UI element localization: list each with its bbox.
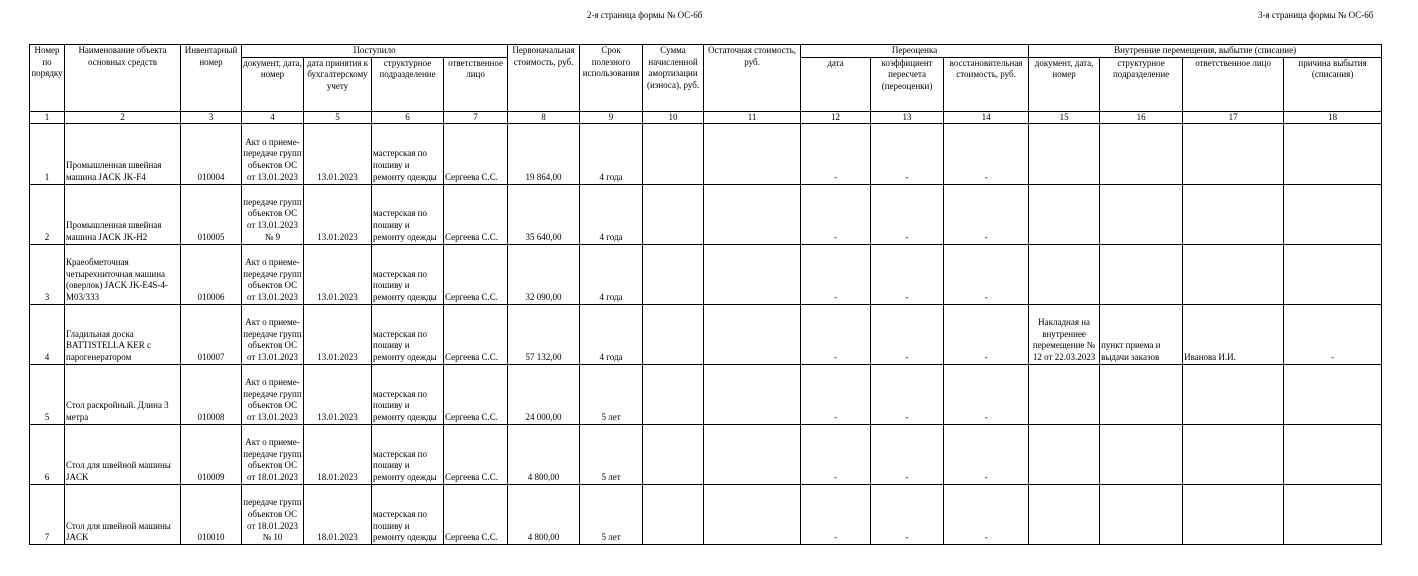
cell-rdate: - [801,424,871,484]
cell-rdate: - [801,244,871,304]
cell-amort [643,364,704,424]
cell-n: 6 [30,424,65,484]
column-number: 18 [1284,111,1382,124]
cell-inv: 010008 [181,364,242,424]
column-number: 13 [871,111,944,124]
cell-name: Стол для швейной машины JACK [65,484,181,544]
cell-inv: 010005 [181,184,242,244]
cell-inv: 010009 [181,424,242,484]
cell-rdate: - [801,364,871,424]
cell-n: 4 [30,304,65,364]
table-row [30,184,1382,244]
cell-cost: 32 090,00 [508,244,580,304]
cell-person: Сергеева С.С. [444,364,508,424]
cell-ireason [1284,124,1382,184]
cell-idept [1100,124,1183,184]
cell-acc-date: 18.01.2023 [304,484,372,544]
cell-ireason [1284,484,1382,544]
cell-cost: 24 000,00 [508,364,580,424]
page-2-heading: 2-я страница формы № ОС-6б [587,10,703,20]
header-doc: документ, дата, номер [242,57,304,111]
header-dept: структурное подразделение [372,57,444,111]
cell-idoc [1029,184,1100,244]
cell-rcost: - [944,244,1029,304]
cell-ireason [1284,424,1382,484]
cell-n: 3 [30,244,65,304]
column-number: 9 [580,111,643,124]
cell-term: 4 года [580,304,643,364]
cell-inv: 010004 [181,124,242,184]
cell-term: 4 года [580,184,643,244]
cell-cost: 19 864,00 [508,124,580,184]
column-number: 1 [30,111,65,124]
header-resid: Остаточная стоимость, руб. [704,45,801,112]
cell-amort [643,484,704,544]
column-number: 10 [643,111,704,124]
cell-person: Сергеева С.С. [444,124,508,184]
cell-amort [643,424,704,484]
header-internal: Внутренние перемещения, выбытие (списание) [1029,45,1382,58]
cell-dept: мастерская по пошиву и ремонту одежды [372,124,444,184]
header-int-dept: структурное подразделение [1100,57,1183,111]
cell-idoc [1029,424,1100,484]
cell-dept: мастерская по пошиву и ремонту одежды [372,304,444,364]
table-row [30,424,1382,484]
header-inv: Инвентарный номер [181,45,242,112]
cell-dept: мастерская по пошиву и ремонту одежды [372,484,444,544]
cell-idept [1100,244,1183,304]
cell-inv: 010010 [181,484,242,544]
cell-person: Сергеева С.С. [444,424,508,484]
cell-ireason [1284,364,1382,424]
cell-rdate: - [801,184,871,244]
cell-iperson [1183,484,1284,544]
cell-rcost: - [944,364,1029,424]
cell-n: 5 [30,364,65,424]
header-person: ответственное лицо [444,57,508,111]
cell-amort [643,184,704,244]
cell-doc: Акт о приеме-передаче групп объектов ОС от 13.01.2023 [242,244,304,304]
cell-idept [1100,184,1183,244]
header-reval: Переоценка [801,45,1029,58]
cell-amort [643,304,704,364]
column-number: 15 [1029,111,1100,124]
cell-idept [1100,484,1183,544]
column-number: 11 [704,111,801,124]
cell-name: Промышленная швейная машина JACK JK-H2 [65,184,181,244]
cell-term: 5 лет [580,364,643,424]
column-number: 16 [1100,111,1183,124]
column-number: 3 [181,111,242,124]
header-int-reason: причина выбытия (списания) [1284,57,1382,111]
column-number: 12 [801,111,871,124]
table-row [30,304,1382,364]
header-num: Номер по порядку [30,45,65,112]
column-number-row [30,111,1382,124]
cell-acc-date: 18.01.2023 [304,424,372,484]
table-row [30,364,1382,424]
inventory-table [29,44,1382,545]
cell-rdate: - [801,304,871,364]
header-name: Наименование объекта основных средств [65,45,181,112]
cell-iperson: Иванова И.И. [1183,304,1284,364]
cell-iperson [1183,124,1284,184]
column-number: 2 [65,111,181,124]
cell-doc: Акт о приеме-передаче групп объектов ОС от 13.01.2023 [242,304,304,364]
cell-rdate: - [801,484,871,544]
cell-rcoef: - [871,124,944,184]
cell-cost: 4 800,00 [508,484,580,544]
cell-resid [704,424,801,484]
cell-iperson [1183,424,1284,484]
cell-rcost: - [944,304,1029,364]
cell-acc-date: 13.01.2023 [304,364,372,424]
cell-person: Сергеева С.С. [444,484,508,544]
table-row [30,124,1382,184]
cell-person: Сергеева С.С. [444,244,508,304]
cell-doc: Акт о приеме-передаче групп объектов ОС от 13.01.2023 [242,364,304,424]
cell-amort [643,244,704,304]
cell-rcost: - [944,124,1029,184]
cell-person: Сергеева С.С. [444,184,508,244]
cell-amort [643,124,704,184]
cell-doc: Акт о приеме-передаче групп объектов ОС от 18.01.2023 [242,424,304,484]
cell-idoc [1029,124,1100,184]
cell-rcoef: - [871,364,944,424]
cell-doc: Акт о приеме-передаче групп объектов ОС от 13.01.2023 [242,124,304,184]
column-number: 4 [242,111,304,124]
cell-idept [1100,364,1183,424]
cell-name: Гладильная доска BATTISTELLA KER с парогенератором [65,304,181,364]
cell-idoc [1029,364,1100,424]
cell-dept: мастерская по пошиву и ремонту одежды [372,364,444,424]
header-reval-coef: коэффициент пересчета (переоценки) [871,57,944,111]
cell-acc-date: 13.01.2023 [304,184,372,244]
cell-name: Стол раскройный. Длина 3 метра [65,364,181,424]
cell-idept [1100,424,1183,484]
cell-doc: передаче групп объектов ОС от 18.01.2023 № 10 [242,484,304,544]
cell-name: Промышленная швейная машина JACK JK-F4 [65,124,181,184]
cell-name: Краеобметочная четырехниточная машина (оверлок) JACK JK-E4S-4-M03/333 [65,244,181,304]
cell-rcost: - [944,484,1029,544]
table-row [30,484,1382,544]
cell-n: 7 [30,484,65,544]
cell-idoc [1029,244,1100,304]
column-number: 6 [372,111,444,124]
cell-n: 2 [30,184,65,244]
cell-cost: 35 640,00 [508,184,580,244]
cell-inv: 010007 [181,304,242,364]
cell-dept: мастерская по пошиву и ремонту одежды [372,424,444,484]
column-number: 8 [508,111,580,124]
cell-iperson [1183,364,1284,424]
cell-idoc: Накладная на внутреннее перемещение № 12 от 22.03.2023 [1029,304,1100,364]
header-row-1 [30,45,1382,58]
header-amort: Сумма начисленной амортизации (износа), руб. [643,45,704,112]
cell-acc-date: 13.01.2023 [304,124,372,184]
cell-term: 5 лет [580,484,643,544]
cell-term: 4 года [580,124,643,184]
table-row [30,244,1382,304]
cell-term: 4 года [580,244,643,304]
cell-rcoef: - [871,184,944,244]
header-reval-date: дата [801,57,871,111]
column-number: 5 [304,111,372,124]
cell-name: Стол для швейной машины JACK [65,424,181,484]
cell-resid [704,484,801,544]
cell-idoc [1029,484,1100,544]
cell-term: 5 лет [580,424,643,484]
cell-cost: 57 132,00 [508,304,580,364]
cell-resid [704,124,801,184]
cell-rcoef: - [871,304,944,364]
cell-rcoef: - [871,244,944,304]
cell-rcost: - [944,184,1029,244]
cell-resid [704,364,801,424]
cell-iperson [1183,244,1284,304]
cell-resid [704,244,801,304]
cell-rcoef: - [871,424,944,484]
cell-rcoef: - [871,484,944,544]
header-acc-date: дата принятия к бухгалтерскому учету [304,57,372,111]
cell-ireason [1284,244,1382,304]
cell-acc-date: 13.01.2023 [304,244,372,304]
cell-rdate: - [801,124,871,184]
header-init-cost: Первоначальная стоимость, руб. [508,45,580,112]
cell-ireason: - [1284,304,1382,364]
cell-person: Сергеева С.С. [444,304,508,364]
cell-rcost: - [944,424,1029,484]
header-reval-cost: восстановительная стоимость, руб. [944,57,1029,111]
page-3-heading: 3-я страница формы № ОС-6б [1258,10,1374,20]
column-number: 7 [444,111,508,124]
cell-doc: передаче групп объектов ОС от 13.01.2023 № 9 [242,184,304,244]
cell-n: 1 [30,124,65,184]
cell-dept: мастерская по пошиву и ремонту одежды [372,184,444,244]
cell-cost: 4 800,00 [508,424,580,484]
header-term: Срок полезного использования [580,45,643,112]
column-number: 17 [1183,111,1284,124]
cell-inv: 010006 [181,244,242,304]
header-int-doc: документ, дата, номер [1029,57,1100,111]
cell-ireason [1284,184,1382,244]
cell-idept: пункт приема и выдачи заказов [1100,304,1183,364]
cell-acc-date: 13.01.2023 [304,304,372,364]
column-number: 14 [944,111,1029,124]
cell-dept: мастерская по пошиву и ремонту одежды [372,244,444,304]
header-int-person: ответственное лицо [1183,57,1284,111]
cell-iperson [1183,184,1284,244]
cell-resid [704,304,801,364]
cell-resid [704,184,801,244]
header-received: Поступило [242,45,508,58]
